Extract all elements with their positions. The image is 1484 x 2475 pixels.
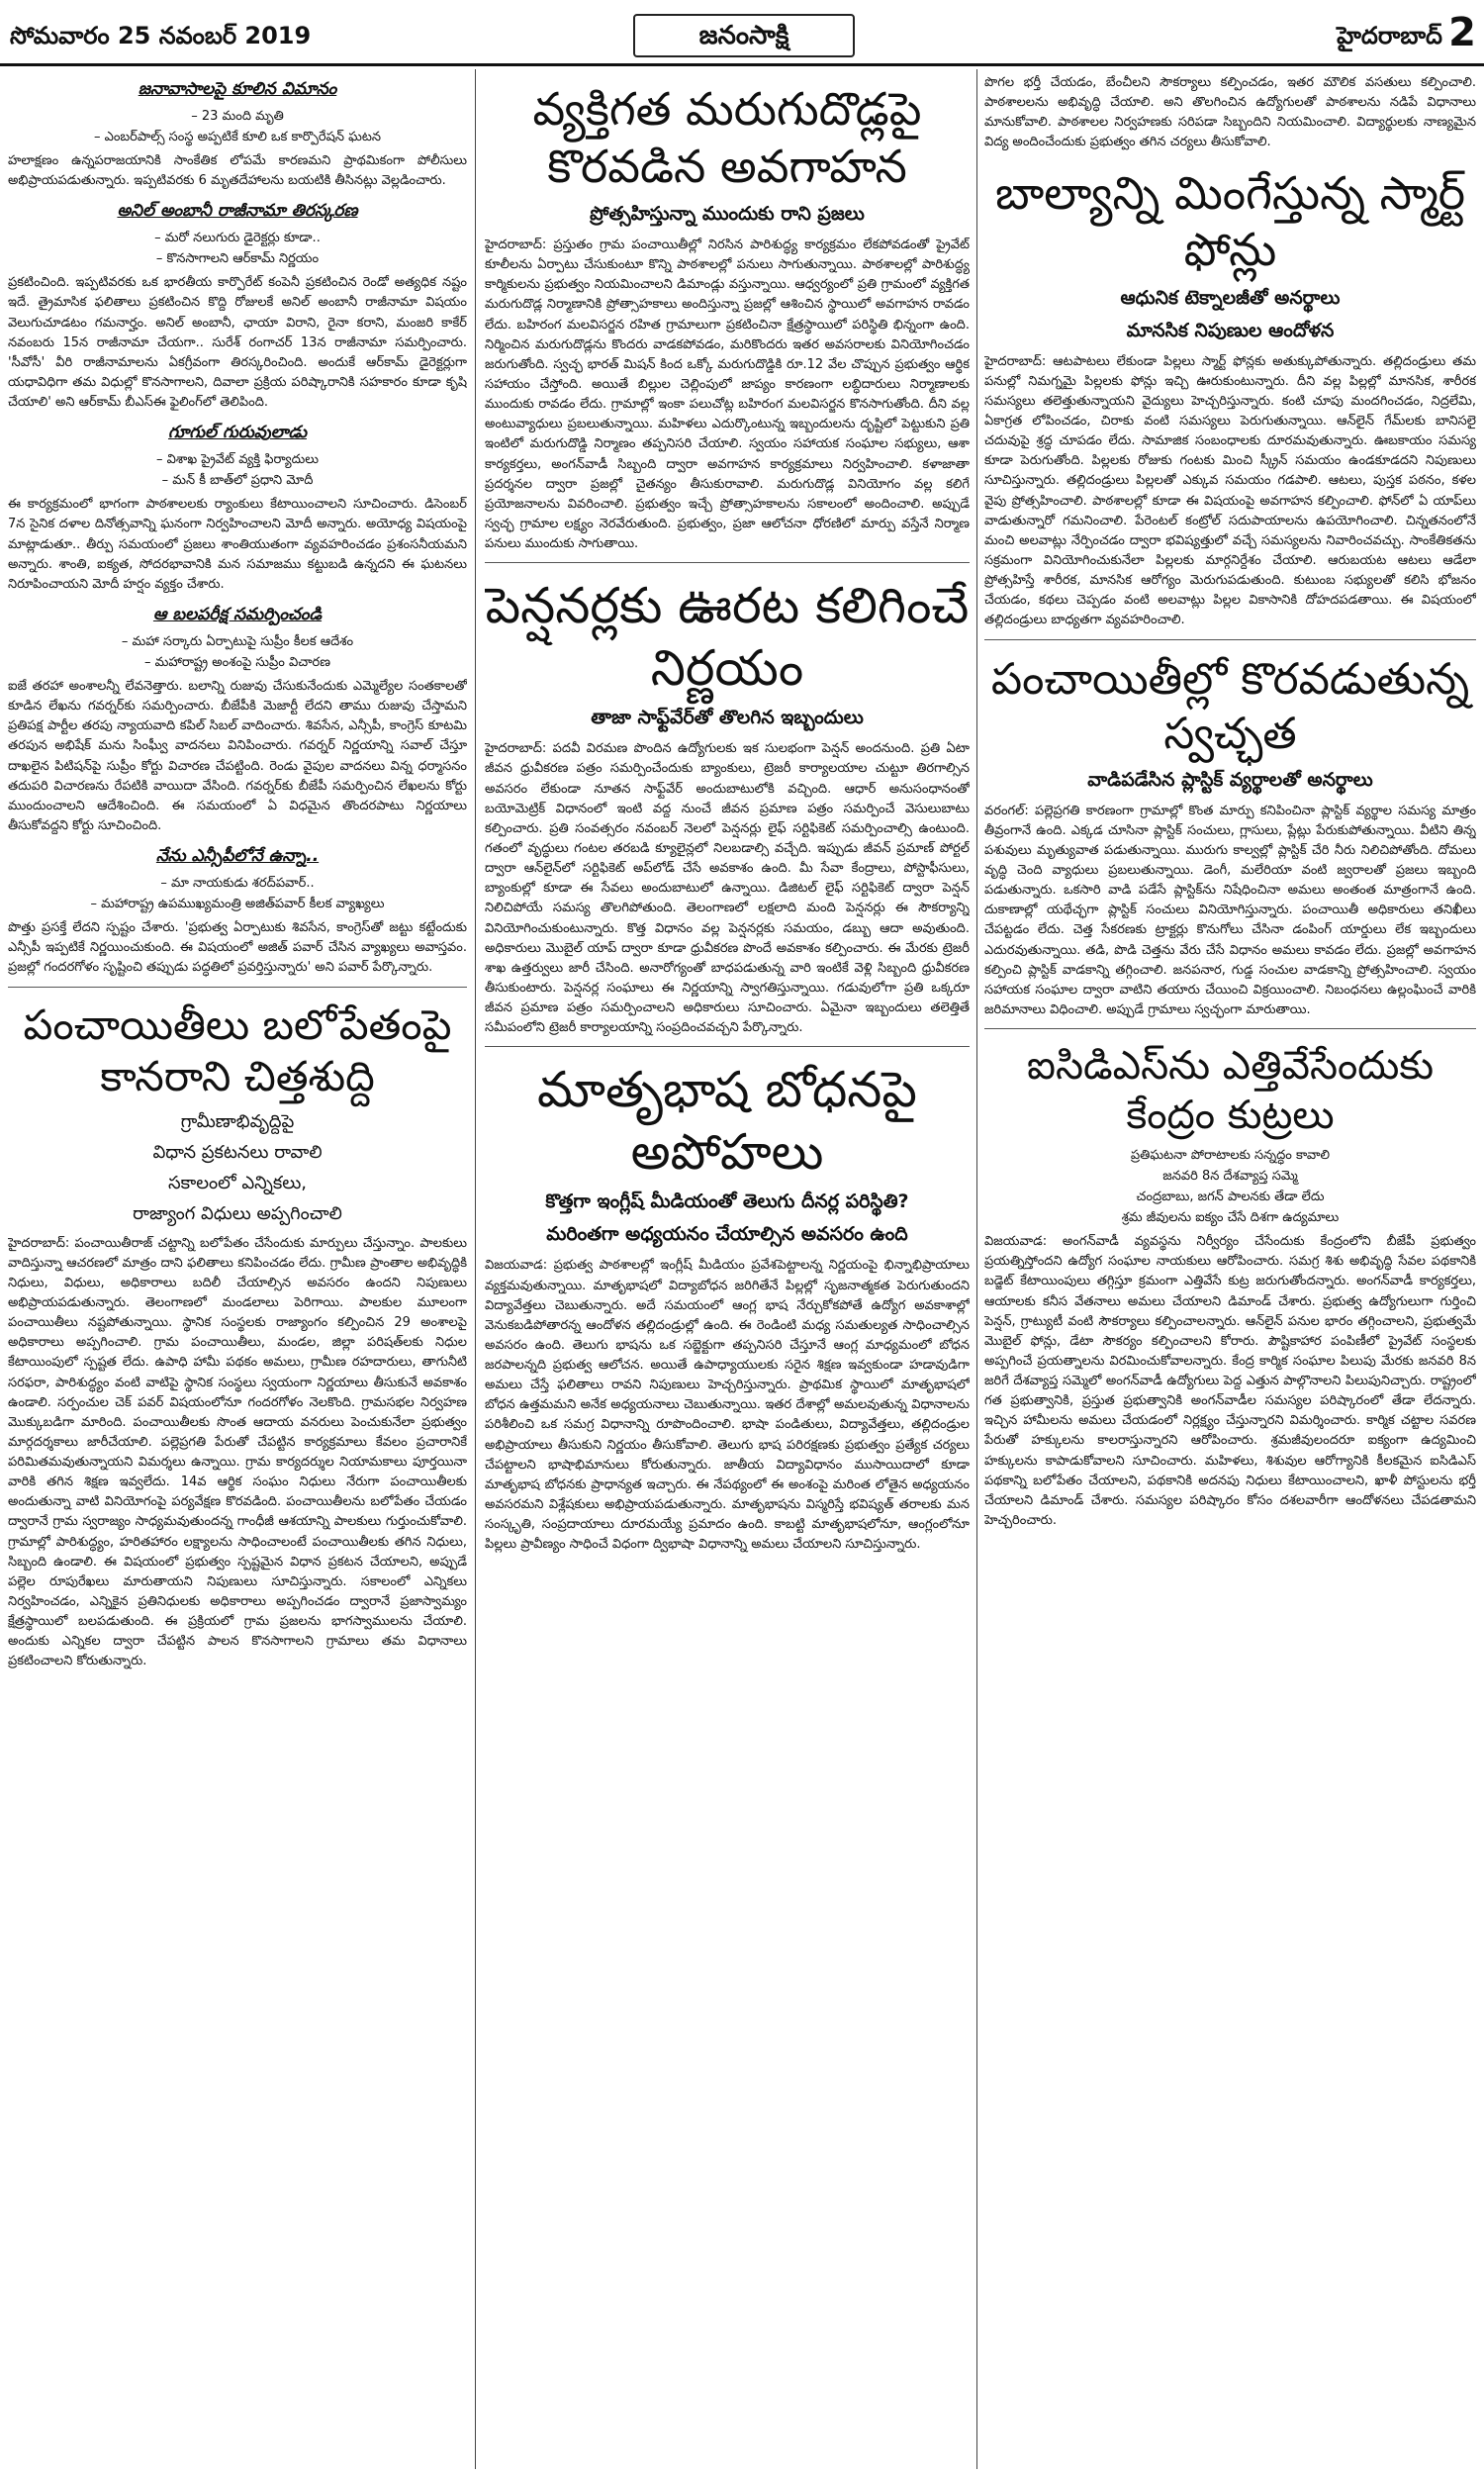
article-subheading: కొత్తగా ఇంగ్లీష్ మీడియంతో తెలుగు దీనర్ల పరిస్థితి? [545, 1190, 909, 1213]
column-divider [475, 69, 476, 2469]
article-subheading: తాజా సాఫ్ట్‌వేర్‌తో తొలగిన ఇబ్బందులు [591, 707, 864, 729]
column-left [8, 69, 467, 2469]
article-headline: నేను ఎన్సీపీలోనే ఉన్నా.. [155, 846, 320, 867]
article-byline: శ్రమ జీవులను ఐక్యం చేసే దిశగా ఉద్యమాలు [1121, 1210, 1340, 1226]
article-headline: పంచాయితీలు బలోపేతంపై కానరాని చిత్తశుద్ది [23, 1000, 452, 1101]
article-headline: ఐసిడిఎస్‌ను ఎత్తివేసేందుకు కేంద్రం కుట్రలు [1026, 1043, 1435, 1139]
article-subheading: ప్రోత్సహిస్తున్నా ముందుకు రాని ప్రజలు [590, 203, 865, 225]
article-byline: – విశాఖ ప్రైవేట్ వ్యక్తి ఫిర్యాదులు [156, 452, 319, 468]
article-subheading: ఆధునిక టెక్నాలజీతో అనర్థాలు [1120, 286, 1341, 309]
article-continuation: పొగల భర్తీ చేయడం, బేంచీలని సౌకర్యాలు కల్పించడం, ఇతర మౌలిక వసతులు కల్పించాలి. పాఠశాలలను అభివృద్ధి చేయాలి. అని తొలగించిన ఉద్యోగులతో పాఠశాలను నడిపే విధానాలు మానుకోవాలి. పాఠశాలల నిర్వహణకు సరిపడా సిబ్బందిని నియమించాలి. విద్యార్థులకు నాణ్యమైన విద్య అందించేందుకు ప్రభుత్వం తగిన చర్యలు తీసుకోవాలి. [984, 75, 1476, 150]
article-body: హైదరాబాద్: పదవీ విరమణ పొందిన ఉద్యోగులకు ఇక సులభంగా పెన్షన్ అందనుంది. ప్రతి ఏటా జీవన ధ్రువీకరణ పత్రం సమర్పించేందుకు బ్యాంకులు, ట్రెజరీ కార్యాలయాల చుట్టూ తిరగాల్సిన అవసరం లేకుండా నూతన సాఫ్ట్‌వేర్ అందుబాటులోకి వచ్చింది. ఆధార్ అనుసంధానంతో బయోమెట్రిక్ విధానంలో ఇంటి వద్ద నుంచే జీవన ప్రమాణ పత్రం సమర్పించే వెసులుబాటు కల్పించారు. ప్రతి సంవత్సరం నవంబర్ నెలలో పెన్షనర్లు లైఫ్ సర్టిఫికెట్ సమర్పించాల్సి ఉంటుంది. గతంలో వృద్ధులు గంటల తరబడి క్యూలైన్లలో నిలబడాల్సి వచ్చేది. ఇప్పుడు జీవన్ ప్రమాణ్ పోర్టల్ ద్వారా ఆన్‌లైన్‌లో సర్టిఫికెట్ అప్‌లోడ్ చేసే అవకాశం ఉంది. మీ సేవా కేంద్రాలు, పోస్టాఫీసులు, బ్యాంకుల్లో కూడా ఈ సేవలు అందుబాటులో ఉన్నాయి. డిజిటల్ లైఫ్ సర్టిఫికెట్ ద్వారా పెన్షన్ నిలిచిపోయే సమస్య తొలగిపోతుంది. తెలంగాణలో లక్షలాది మంది పెన్షనర్లు ఈ సౌకర్యాన్ని వినియోగించుకుంటున్నారు. కొత్త విధానం వల్ల పెన్షనర్లకు సమయం, డబ్బు ఆదా అవుతుంది. అధికారులు మొబైల్ యాప్ ద్వారా కూడా ధ్రువీకరణ పొందే అవకాశం కల్పించారు. ఈ మేరకు ట్రెజరీ శాఖ ఉత్తర్వులు జారీ చేసింది. అనారోగ్యంతో బాధపడుతున్న వారి ఇంటికే వెళ్లి సిబ్బంది ధ్రువీకరణ తీసుకుంటారు. పెన్షనర్ల సంఘాలు ఈ నిర్ణయాన్ని స్వాగతిస్తున్నాయి. గడువులోగా ప్రతి ఒక్కరూ జీవన ప్రమాణ పత్రం సమర్పించాలని అధికారులు సూచించారు. ఏమైనా ఇబ్బందులు తలెత్తితే సమీపంలోని ట్రెజరీ కార్యాలయాన్ని సంప్రదించవచ్చని పేర్కొన్నారు. [485, 741, 970, 1036]
article-byline: – మహారాష్ట్ర అంశంపై సుప్రీం విచారణ [144, 654, 330, 670]
article-smartphones [984, 165, 1476, 631]
article-body: పొత్తు ప్రసక్తే లేదని స్పష్టం చేశారు. 'ప్రభుత్వ ఏర్పాటుకు శివసేన, కాంగ్రెస్‌తో జట్టు కట్టేందుకు ఎన్సీపీ ఇప్పటికే నిర్ణయించుకుంది. ఈ విషయంలో అజిత్ పవార్ చేసిన వ్యాఖ్యలు అవాస్తవం. ప్రజల్లో గందరగోళం సృష్టించి తప్పుడు పద్ధతిలో ప్రవర్తిస్తున్నారు' అని పవార్ పేర్కొన్నారు. [8, 920, 467, 976]
article-floor-test [8, 605, 467, 836]
article-body: వరంగల్: పల్లెప్రగతి కారణంగా గ్రామాల్లో కొంత మార్పు కనిపించినా ప్లాస్టిక్ వ్యర్థాల సమస్య మాత్రం తీవ్రంగానే ఉంది. ఎక్కడ చూసినా ప్లాస్టిక్ సంచులు, గ్లాసులు, ప్లేట్లు పేరుకుపోతున్నాయి. వీటిని తిన్న పశువులు మృత్యువాత పడుతున్నాయి. మురుగు కాల్వల్లో ప్లాస్టిక్ చేరి నీరు నిలిచిపోతోంది. దోమలు వృద్ధి చెంది వ్యాధులు ప్రబలుతున్నాయి. డెంగీ, మలేరియా వంటి జ్వరాలతో ప్రజలు ఇబ్బంది పడుతున్నారు. ఒకసారి వాడి పడేసే ప్లాస్టిక్‌ను నిషేధించినా అమలు అంతంత మాత్రంగానే ఉంది. దుకాణాల్లో యథేచ్ఛగా ప్లాస్టిక్ సంచులు వినియోగిస్తున్నారు. పంచాయితీ అధికారులు తనిఖీలు చేపట్టడం లేదు. చెత్త సేకరణకు ట్రాక్టర్లు కొనుగోలు చేసినా డంపింగ్ యార్డులు లేక ఇబ్బందులు ఎదురవుతున్నాయి. తడి, పొడి చెత్తను వేరు చేసే విధానం అమలు కావడం లేదు. ప్రజల్లో అవగాహన కల్పించి ప్లాస్టిక్ వాడకాన్ని తగ్గించాలి. జనపనార, గుడ్డ సంచుల వాడకాన్ని ప్రోత్సహించాలి. స్వయం సహాయక సంఘాల ద్వారా వాటిని తయారు చేయించి విక్రయించాలి. నిబంధనలు ఉల్లంఘించే వారికి జరిమానాలు విధించాలి. అప్పుడే గ్రామాలు స్వచ్ఛంగా మారుతాయి. [984, 803, 1476, 1017]
article-anil-ambani [8, 201, 467, 413]
masthead-rule [0, 63, 1484, 66]
article-headline: మాతృభాష బోధనపై అపోహలు [537, 1061, 917, 1181]
article-body: హైదరాబాద్: పంచాయితీరాజ్ చట్టాన్ని బలోపేతం చేసేందుకు మార్పులు చేస్తున్నాం. పాలకులు వాదిస్తున్నా ఆచరణలో మాత్రం దాని ఫలితాలు కనిపించడం లేదు. గ్రామీణ ప్రాంతాల అభివృద్ధికి నిధులు, విధులు, అధికారాలు బదిలీ చేయాల్సిన అవసరం ఉందని నిపుణులు అభిప్రాయపడుతున్నారు. తెలంగాణలో మండలాలు పెరిగాయి. పాలకుల మూలంగా పంచాయితీలు నష్టపోతున్నాయి. స్థానిక సంస్థలకు రాజ్యాంగం కల్పించిన 29 అంశాలపై అధికారాలు అప్పగించాలి. గ్రామ పంచాయితీలు, మండల, జిల్లా పరిషత్‌లకు నిధుల కేటాయింపులో స్పష్టత లేదు. ఉపాధి హామీ పథకం అమలు, గ్రామీణ రహదారులు, తాగునీటి సరఫరా, పారిశుద్ధ్యం వంటి వాటిపై స్థానిక సంస్థలు స్వయంగా నిర్ణయాలు తీసుకునే అవకాశం ఉండాలి. సర్పంచుల చెక్ పవర్ విషయంలోనూ గందరగోళం నెలకొంది. గ్రామసభల నిర్వహణ మొక్కుబడిగా మారింది. పంచాయితీలకు సొంత ఆదాయ వనరులు పెంచుకునేలా ప్రభుత్వం మార్గదర్శకాలు జారీచేయాలి. పల్లెప్రగతి పేరుతో చేపట్టిన కార్యక్రమాలు కేవలం ప్రచారానికే పరిమితమవుతున్నాయని విమర్శలు ఉన్నాయి. గ్రామ కార్యదర్శుల నియామకాలు పూర్తయినా వారికి తగిన శిక్షణ ఇవ్వలేదు. 14వ ఆర్థిక సంఘం నిధులు నేరుగా పంచాయితీలకు అందుతున్నా వాటి వినియోగంపై పర్యవేక్షణ కొరవడింది. పంచాయితీలను బలోపేతం చేయడం ద్వారానే గ్రామ స్వరాజ్యం సాధ్యమవుతుందన్న గాంధీజీ ఆశయాన్ని పాలకులు గుర్తుంచుకోవాలి. గ్రామాల్లో పారిశుద్ధ్యం, హరితహారం లక్ష్యాలను సాధించాలంటే పంచాయితీలకు తగిన నిధులు, సిబ్బంది ఉండాలి. ఈ విషయంలో ప్రభుత్వం స్పష్టమైన విధాన ప్రకటన చేయాలని, అప్పుడే పల్లెల రూపురేఖలు మారుతాయని నిపుణులు సూచిస్తున్నారు. సకాలంలో ఎన్నికలు నిర్వహించడం, ఎన్నికైన ప్రతినిధులకు అధికారాలు అప్పగించడం ద్వారానే ప్రజాస్వామ్యం క్షేత్రస్థాయిలో బలపడుతుంది. ఈ ప్రక్రియలో గ్రామ ప్రజలను భాగస్వాములను చేయాలి. అందుకు ఎన్నికల ద్వారా చేపట్టిన పాలన కొనసాగాలని గ్రామాలు తమ విధానాలు ప్రకటించాలని కోరుతున్నారు. [8, 1235, 467, 1669]
article-subheading: వాడిపడేసిన ప్లాస్టిక్ వ్యర్థాలతో అనర్థాలు [1087, 768, 1373, 791]
article-panchayat-cleanliness [984, 652, 1476, 1021]
column-divider [976, 69, 977, 2469]
article-headline: ఆ బలపరీక్ష సమర్పించండి [152, 604, 323, 624]
issue-date: సోమవారం 25 నవంబర్ 2019 [10, 22, 312, 49]
article-body: హలాక్షణం ఉన్నపరాజయానికి సాంకేతిక లోపమే కారణమని ప్రాథమికంగా పోలీసులు అభిప్రాయపడుతున్నారు. ఇప్పటివరకు 6 మృతదేహాలను బయటికి తీసినట్లు వెల్లడించారు. [8, 153, 467, 189]
article-separator [485, 562, 970, 563]
article-byline: జనవరి 8న దేశవ్యాప్త సమ్మె [1162, 1169, 1298, 1185]
article-body: హైదరాబాద్: ఆటపాటలు లేకుండా పిల్లలు స్మార్ట్ ఫోన్లకు అతుక్కుపోతున్నారు. తల్లిదండ్రులు తమ పనుల్లో నిమగ్నమై పిల్లలకు ఫోన్లు ఇచ్చి ఊరుకుంటున్నారు. దీని వల్ల పిల్లల్లో మానసిక, శారీరక సమస్యలు తలెత్తుతున్నాయని వైద్యులు హెచ్చరిస్తున్నారు. కంటి చూపు మందగించడం, నిద్రలేమి, ఏకాగ్రత లోపించడం, చిరాకు వంటి సమస్యలు పెరుగుతున్నాయి. ఆన్‌లైన్ గేమ్‌లకు బానిసలై చదువుపై శ్రద్ధ చూపడం లేదు. సామాజిక సంబంధాలకు దూరమవుతున్నారు. ఊబకాయం సమస్య కూడా పెరుగుతోంది. పిల్లలకు రోజుకు గంటకు మించి స్క్రీన్ సమయం ఉండకూడదని నిపుణులు సూచిస్తున్నారు. తల్లిదండ్రులు పిల్లలతో ఎక్కువ సమయం గడపాలి. ఆటలు, పుస్తక పఠనం, కళల వైపు ప్రోత్సహించాలి. పాఠశాలల్లో కూడా ఈ విషయంపై అవగాహన కల్పించాలి. ఫోన్‌లో ఏ యాప్‌లు వాడుతున్నారో గమనించాలి. పేరెంటల్ కంట్రోల్ సదుపాయాలను ఉపయోగించాలి. చిన్నతనంలోనే మంచి అలవాట్లు నేర్పించడం ద్వారా భవిష్యత్తులో వచ్చే సమస్యలను నివారించవచ్చు. సాంకేతికతను సక్రమంగా వినియోగించుకునేలా పిల్లలకు మార్గనిర్దేశం చేయాలి. ఆరుబయట ఆటలు ఆడేలా ప్రోత్సహిస్తే శారీరక, మానసిక ఆరోగ్యం మెరుగుపడుతుంది. కుటుంబ సభ్యులతో కలిసి భోజనం చేయడం, కథలు చెప్పడం వంటి అలవాట్లు పిల్లల వికాసానికి దోహదపడతాయి. ఈ విషయంలో తల్లిదండ్రులు బాధ్యతగా వ్యవహరించాలి. [984, 353, 1476, 628]
article-google-guru [8, 423, 467, 595]
newspaper-logo: జనంసాక్షి [633, 14, 855, 57]
article-body: హైదరాబాద్: ప్రస్తుతం గ్రామ పంచాయితీల్లో నిరసిన పారిశుద్ధ్య కార్యక్రమం లేకపోవడంతో ప్రైవేట్ కూలీలను ఏర్పాటు చేసుకుంటూ కొన్ని పాఠశాలల్లో పనులు సాగుతున్నాయి. పాఠశాలల్లో పారిశుద్ధ్య కార్మికులను ప్రభుత్వం నియమించాలని డిమాండ్లు వస్తున్నాయి. ఆధ్వర్యంలో ప్రతి గ్రామంలో వ్యక్తిగత మరుగుదొడ్ల నిర్మాణానికి ప్రోత్సాహకాలు అందిస్తున్నా ప్రజల్లో ఆశించిన స్థాయిలో అవగాహన రావడం లేదు. బహిరంగ మలవిసర్జన రహిత గ్రామాలుగా ప్రకటించినా క్షేత్రస్థాయిలో పరిస్థితి భిన్నంగా ఉంది. నిర్మించిన మరుగుదొడ్లను కొందరు వాడకపోవడం, మరికొందరు ఇతర అవసరాలకు వినియోగించడం జరుగుతోంది. స్వచ్ఛ భారత్ మిషన్ కింద ఒక్కో మరుగుదొడ్డికి రూ.12 వేల చొప్పున ప్రభుత్వం ఆర్థిక సహాయం చేస్తోంది. అయితే బిల్లుల చెల్లింపులో జాప్యం కారణంగా లబ్ధిదారులు నిర్మాణాలకు ముందుకు రావడం లేదు. గ్రామాల్లో ఇంకా పలుచోట్ల బహిరంగ మలవిసర్జన కొనసాగుతోంది. దీని వల్ల అంటువ్యాధులు ప్రబలుతున్నాయి. మహిళలు ఎదుర్కొంటున్న ఇబ్బందులను దృష్టిలో పెట్టుకుని ప్రతి ఇంటిలో మరుగుదొడ్డి నిర్మాణం తప్పనిసరి చేయాలి. స్వయం సహాయక సంఘాల సభ్యులు, ఆశా కార్యకర్తలు, అంగన్‌వాడీ సిబ్బంది ద్వారా అవగాహన కార్యక్రమాలు నిర్వహించాలి. కళాజాతా ప్రదర్శనల ద్వారా ప్రజల్లో చైతన్యం తీసుకురావాలి. మరుగుదొడ్ల వినియోగం వల్ల కలిగే ప్రయోజనాలను వివరించాలి. ప్రభుత్వం ఇచ్చే ప్రోత్సాహకాలను సకాలంలో అందించాలి. అప్పుడే స్వచ్ఛ గ్రామాల లక్ష్యం నెరవేరుతుంది. ప్రభుత్వం, ప్రజా ఆలోచనా ధోరణిలో మార్పు వస్తేనే నిర్మాణ పనులు ముందుకు సాగుతాయి. [485, 238, 970, 552]
article-byline: చంద్రబాబు, జగన్ పాలనకు తేడా లేదు [1136, 1190, 1325, 1205]
article-toilets-awareness [485, 81, 970, 554]
article-body: ఐజే తరహా అంశాలన్నీ లేవనెత్తారు. బలాన్ని రుజువు చేసుకునేందుకు ఎమ్మెల్యేల సంతకాలతో కూడిన లేఖను గవర్నర్‌కు సమర్పించారు. బీజేపీకి మెజార్టీ లేదని తాము రుజువు చేస్తామని ప్రతిపక్ష పార్టీల తరపు న్యాయవాది కపిల్ సిబల్ వాదించారు. శివసేన, ఎన్సీపీ, కాంగ్రెస్ కూటమి తరపున అభిషేక్ మను సింఘ్వీ వాదనలు వినిపించారు. గవర్నర్ నిర్ణయాన్ని సవాల్ చేస్తూ దాఖలైన పిటిషన్‌పై సుప్రీం కోర్టు విచారణ చేపట్టింది. రెండు వైపుల వాదనలు విన్న ధర్మాసనం తదుపరి విచారణను రేపటికి వాయిదా వేసింది. గవర్నర్‌కు బీజేపీ సమర్పించిన లేఖలను కోర్టు ముందుంచాలని ఆదేశించింది. ఈ సమయంలో ఏ విధమైన తొందరపాటు నిర్ణయాలు తీసుకోవద్దని కోర్టు సూచించింది. [8, 678, 467, 833]
article-body: విజయవాడ: ప్రభుత్వ పాఠశాలల్లో ఇంగ్లీష్ మీడియం ప్రవేశపెట్టాలన్న నిర్ణయంపై భిన్నాభిప్రాయాలు వ్యక్తమవుతున్నాయి. మాతృభాషలో విద్యాబోధన జరిగితేనే పిల్లల్లో సృజనాత్మకత పెరుగుతుందని విద్యావేత్తలు చెబుతున్నారు. అదే సమయంలో ఆంగ్ల భాష నేర్చుకోకపోతే ఉద్యోగ అవకాశాల్లో వెనుకబడిపోతారన్న ఆందోళన తల్లిదండ్రుల్లో ఉంది. ఈ రెండింటి మధ్య సమతుల్యత సాధించాల్సిన అవసరం ఉంది. తెలుగు భాషను ఒక సబ్జెక్టుగా తప్పనిసరి చేస్తూనే ఆంగ్ల మాధ్యమంలో బోధన జరపాలన్నది ప్రభుత్వ ఆలోచన. అయితే ఉపాధ్యాయులకు సరైన శిక్షణ ఇవ్వకుండా హడావుడిగా అమలు చేస్తే ఫలితాలు రావని నిపుణులు హెచ్చరిస్తున్నారు. ప్రాథమిక స్థాయిలో మాతృభాషలో బోధన ఉత్తమమని అనేక అధ్యయనాలు చెబుతున్నాయి. ఇతర దేశాల్లో అమలవుతున్న విధానాలను పరిశీలించి ఒక సమగ్ర విధానాన్ని రూపొందించాలి. భాషా పండితులు, విద్యావేత్తలు, తల్లిదండ్రుల అభిప్రాయాలు తీసుకుని నిర్ణయం తీసుకోవాలి. తెలుగు భాష పరిరక్షణకు ప్రభుత్వం ప్రత్యేక చర్యలు చేపట్టాలని భాషాభిమానులు కోరుతున్నారు. జాతీయ విద్యావిధానం ముసాయిదాలో కూడా మాతృభాష బోధనకు ప్రాధాన్యత ఇచ్చారు. ఈ నేపథ్యంలో ఈ అంశంపై మరింత లోతైన అధ్యయనం అవసరమని విశ్లేషకులు అభిప్రాయపడుతున్నారు. మాతృభాషను విస్మరిస్తే భవిష్యత్ తరాలకు మన సంస్కృతి, సంప్రదాయాలు దూరమయ్యే ప్రమాదం ఉంది. కాబట్టి మాతృభాషలోనూ, ఆంగ్లంలోనూ పిల్లలు ప్రావీణ్యం సాధించే విధంగా ద్విభాషా విధానాన్ని అమలు చేయాలని సూచిస్తున్నారు. [485, 1258, 970, 1553]
article-headline: అనిల్ అంబానీ రాజీనామా తిరస్కరణ [117, 201, 358, 222]
article-subheading: గ్రామీణాభివృద్దిపై [180, 1110, 295, 1132]
article-headline: బాల్యాన్ని మింగేస్తున్న స్మార్ట్ ఫోన్లు [994, 165, 1466, 277]
article-subheading: మానసిక నిపుణుల ఆందోళన [1126, 319, 1335, 341]
article-byline: – కొనసాగాలని ఆర్‌కామ్ నిర్ణయం [155, 251, 320, 267]
article-separator [485, 1046, 970, 1047]
article-headline: వ్యక్తిగత మరుగుదొడ్లపై కొరవడిన అవగాహన [532, 82, 922, 193]
article-panchayat-strength [8, 1000, 467, 1672]
article-separator [984, 1028, 1476, 1029]
article-byline: ప్రతిఘటనా పోరాటాలకు సన్నద్ధం కావాలి [1130, 1148, 1331, 1164]
article-byline: – మరో నలుగురు డైరెక్టర్లు కూడా.. [154, 231, 321, 246]
column-middle [485, 69, 970, 2469]
article-byline: – మన్ కీ బాత్‌లో ప్రధాని మోదీ [161, 473, 314, 489]
article-subheading: మరింతగా అధ్యయనం చేయాల్సిన అవసరం ఉంది [546, 1223, 908, 1246]
masthead [0, 0, 1484, 69]
article-byline: – ఎంబర్‌పాల్స్ సంస్థ అప్పటికే కూలి ఒక కార్పొరేషన్ ఘటన [93, 130, 382, 144]
article-headline: గూగుల్ గురువులాడు [167, 423, 307, 443]
article-byline: – మా నాయకుడు శరద్‌పవార్.. [160, 876, 315, 892]
article-body: ప్రకటించింది. ఇప్పటివరకు ఒక భారతీయ కార్పొరేట్ కంపెనీ ప్రకటించిన రెండో అత్యధిక నష్టం ఇదే. త్రైమాసిక ఫలితాలు ప్రకటించిన కొద్ది రోజులకే అనిల్ అంబానీ రాజీనామా విషయం వెలుగుచూడటం గమనార్హం. అనిల్ అంబానీ, ఛాయా విరాని, రైనా కరాని, మంజరి కాకేర్ నవంబరు 15న రాజీనామా చేయగా.. సురేశ్ రంగాచర్ 13న రాజీనామా సమర్పించారు. 'సీవోసీ' వీరి రాజీనామాలను ఏకగ్రీవంగా తిరస్కరించింది. అందుకే ఆర్‌కామ్ డైరెక్టర్లుగా యధావిధిగా తమ విధుల్లో కొనసాగాలని, దివాలా ప్రక్రియ పరిష్కారానికి సహకారం కూడా కృషి చేయాలి' అని ఆర్‌కామ్ బీఎస్‌ఈ ఫైలింగ్‌లో తెలిపింది. [8, 275, 467, 411]
article-mother-tongue [485, 1059, 970, 1555]
article-headline: పంచాయితీల్లో కొరవడుతున్న స్వచ్ఛత [990, 653, 1470, 759]
article-byline: – మహారాష్ట్ర ఉపముఖ్యమంత్రి అజిత్‌పవార్ కీలక వ్యాఖ్యలు [90, 897, 385, 912]
article-icds [984, 1041, 1476, 1531]
edition-city: హైదరాబాద్ [1337, 22, 1442, 49]
article-subheading: సకాలంలో ఎన్నికలు, [167, 1172, 308, 1193]
article-body: ఈ కార్యక్రమంలో భాగంగా పాఠశాలలకు ర్యాంకులు కేటాయించాలని సూచించారు. డిసెంబర్ 7న సైనిక దళాల దినోత్సవాన్ని ఘనంగా నిర్వహించాలని మోదీ అన్నారు. అయోధ్య విషయంపై మాట్లాడుతూ.. తీర్పు సమయంలో ప్రజలు శాంతియుతంగా వ్యవహరించడం ప్రశంసనీయమని అన్నారు. శాంతి, ఐక్యత, సోదరభావానికి మన సమాజము కట్టుబడి ఉన్నదని ఈ ఘటనలు నిరూపించాయని మోదీ హర్షం వ్యక్తం చేశారు. [8, 497, 467, 592]
page-number: 2 [1448, 10, 1476, 55]
article-ncp [8, 846, 467, 978]
article-subheading: విధాన ప్రకటనలు రావాలి [152, 1141, 323, 1163]
article-separator [984, 639, 1476, 640]
article-plane-crash [8, 79, 467, 191]
column-right [984, 69, 1476, 2469]
article-headline: పెన్షనర్లకు ఊరట కలిగించే నిర్ణయం [485, 577, 970, 697]
article-separator [8, 987, 467, 988]
article-headline: జనావాసాలపై కూలిన విమానం [138, 79, 337, 99]
article-body: విజయవాడ: అంగన్‌వాడీ వ్యవస్థను నిర్వీర్యం చేసేందుకు కేంద్రంలోని బీజేపీ ప్రభుత్వం ప్రయత్నిస్తోందని ఉద్యోగ సంఘాల నాయకులు ఆరోపించారు. సమగ్ర శిశు అభివృద్ధి సేవల పథకానికి బడ్జెట్ కేటాయింపులు తగ్గిస్తూ క్రమంగా ఎత్తివేసే కుట్ర జరుగుతోందన్నారు. అంగన్‌వాడీ కార్యకర్తలు, ఆయాలకు కనీస వేతనాలు అమలు చేయాలని డిమాండ్ చేశారు. ప్రభుత్వ ఉద్యోగులుగా గుర్తించి పెన్షన్, గ్రాట్యుటీ వంటి సౌకర్యాలు కల్పించాలన్నారు. ఆన్‌లైన్ పనుల భారం తగ్గించాలని, ప్రభుత్వమే మొబైల్ ఫోన్లు, డేటా సౌకర్యం కల్పించాలని కోరారు. పౌష్టికాహార పంపిణీలో ప్రైవేట్ సంస్థలకు అప్పగించే ప్రయత్నాలను విరమించుకోవాలన్నారు. కేంద్ర కార్మిక సంఘాల పిలుపు మేరకు జనవరి 8న జరిగే దేశవ్యాప్త సమ్మెలో అంగన్‌వాడీ ఉద్యోగులు పెద్ద ఎత్తున పాల్గొనాలని పిలుపునిచ్చారు. రాష్ట్రంలో గత ప్రభుత్వానికి, ప్రస్తుత ప్రభుత్వానికి అంగన్‌వాడీల సమస్యల పరిష్కారంలో తేడా లేదన్నారు. ఇచ్చిన హామీలను అమలు చేయడంలో నిర్లక్ష్యం చేస్తున్నారని విమర్శించారు. కార్మిక చట్టాల సవరణ పేరుతో హక్కులను కాలరాస్తున్నారని ఆరోపించారు. శ్రమజీవులందరూ ఐక్యంగా ఉద్యమించి హక్కులను కాపాడుకోవాలని సూచించారు. మహిళలు, శిశువుల ఆరోగ్యానికి కీలకమైన ఐసిడిఎస్ పథకాన్ని బలోపేతం చేయాలని, పథకానికి అదనపు నిధులు కేటాయించాలని, ఖాళీ పోస్టులను భర్తీ చేయాలని డిమాండ్ చేశారు. సమస్యల పరిష్కారం కోసం దశలవారీగా ఆందోళనలు చేపడతామని హెచ్చరించారు. [984, 1234, 1476, 1529]
article-byline: – మహా సర్కారు ఏర్పాటుపై సుప్రీం కీలక ఆదేశం [121, 633, 354, 649]
article-byline: – 23 మంది మృతి [191, 109, 284, 124]
article-subheading: రాజ్యాంగ విధులు అప్పగించాలి [133, 1202, 342, 1224]
article-pensioners [485, 575, 970, 1038]
